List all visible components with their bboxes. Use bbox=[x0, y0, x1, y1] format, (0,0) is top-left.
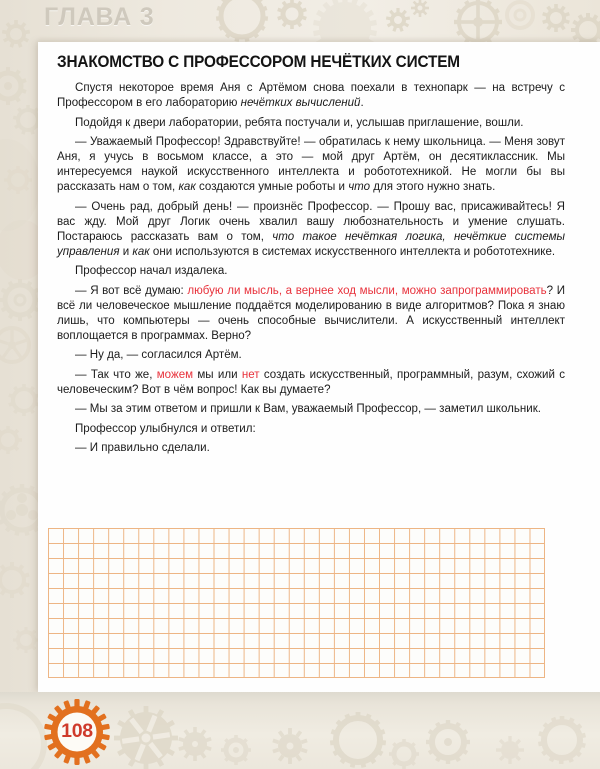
chapter-label: ГЛАВА 3 bbox=[44, 3, 155, 31]
paragraph: Профессор улыбнулся и ответил: bbox=[75, 422, 256, 435]
answer-writing-grid[interactable] bbox=[48, 528, 545, 678]
paragraph: Профессор начал издалека. bbox=[75, 265, 228, 277]
paragraph: — Очень рад, добрый день! — произнёс Профессор. — Прошу вас, присаживайтесь! Я вас жду. Мой друг Логик очень хвалил вашу любознательность и умение слушать. Постараюсь рассказать вам о том, что такое нечёткая логика, нечёткие системы управления и как они используются в системах искусственного интеллекта и робототехнике. bbox=[57, 200, 565, 258]
paragraph: — Ну да, — согласился Артём. bbox=[75, 349, 242, 361]
paragraph: — Мы за этим ответом и пришли к Вам, уважаемый Профессор, — заметил школьник. bbox=[75, 403, 541, 415]
text-column bbox=[57, 42, 565, 456]
paragraph: — Я вот всё думаю: любую ли мысль, а вернее ход мысли, можно запрограммировать? И всё ли человеческое мышление поддаётся моделированию в виде алгоритмов? Пока я знаю лишь, что компьютеры — очень способные вычислители. А искусственный интеллект воплощается в программах. Верно? bbox=[57, 284, 565, 342]
body-text bbox=[57, 81, 565, 456]
paragraph: — И правильно сделали. bbox=[75, 442, 210, 454]
paragraph: Спустя некоторое время Аня с Артёмом снова поехали в технопарк — на встречу с Профессором в его лабораторию нечётких вычислений. bbox=[57, 82, 565, 109]
page-title: ЗНАКОМСТВО С ПРОФЕССОРОМ НЕЧЁТКИХ СИСТЕМ bbox=[57, 53, 460, 71]
page-number: 108 bbox=[61, 720, 93, 742]
paragraph: — Уважаемый Профессор! Здравствуйте! — обратилась к нему школьница. — Меня зовут Аня, я учусь в восьмом классе, а это — мой друг Артём, он десятиклассник. Мы интересуемся наукой искусственного интеллекта и робототехникой. Не могли бы вы рассказать нам о том, как создаются умные роботы и что для этого нужно знать. bbox=[57, 136, 565, 193]
paragraph: — Так что же, можем мы или нет создать искусственный, программный, разум, схожий с человеческим? Вот в чём вопрос! Как вы думаете? bbox=[57, 368, 566, 396]
page-number-badge bbox=[43, 698, 111, 766]
paragraph: Подойдя к двери лаборатории, ребята постучали и, услышав приглашение, вошли. bbox=[75, 116, 524, 129]
